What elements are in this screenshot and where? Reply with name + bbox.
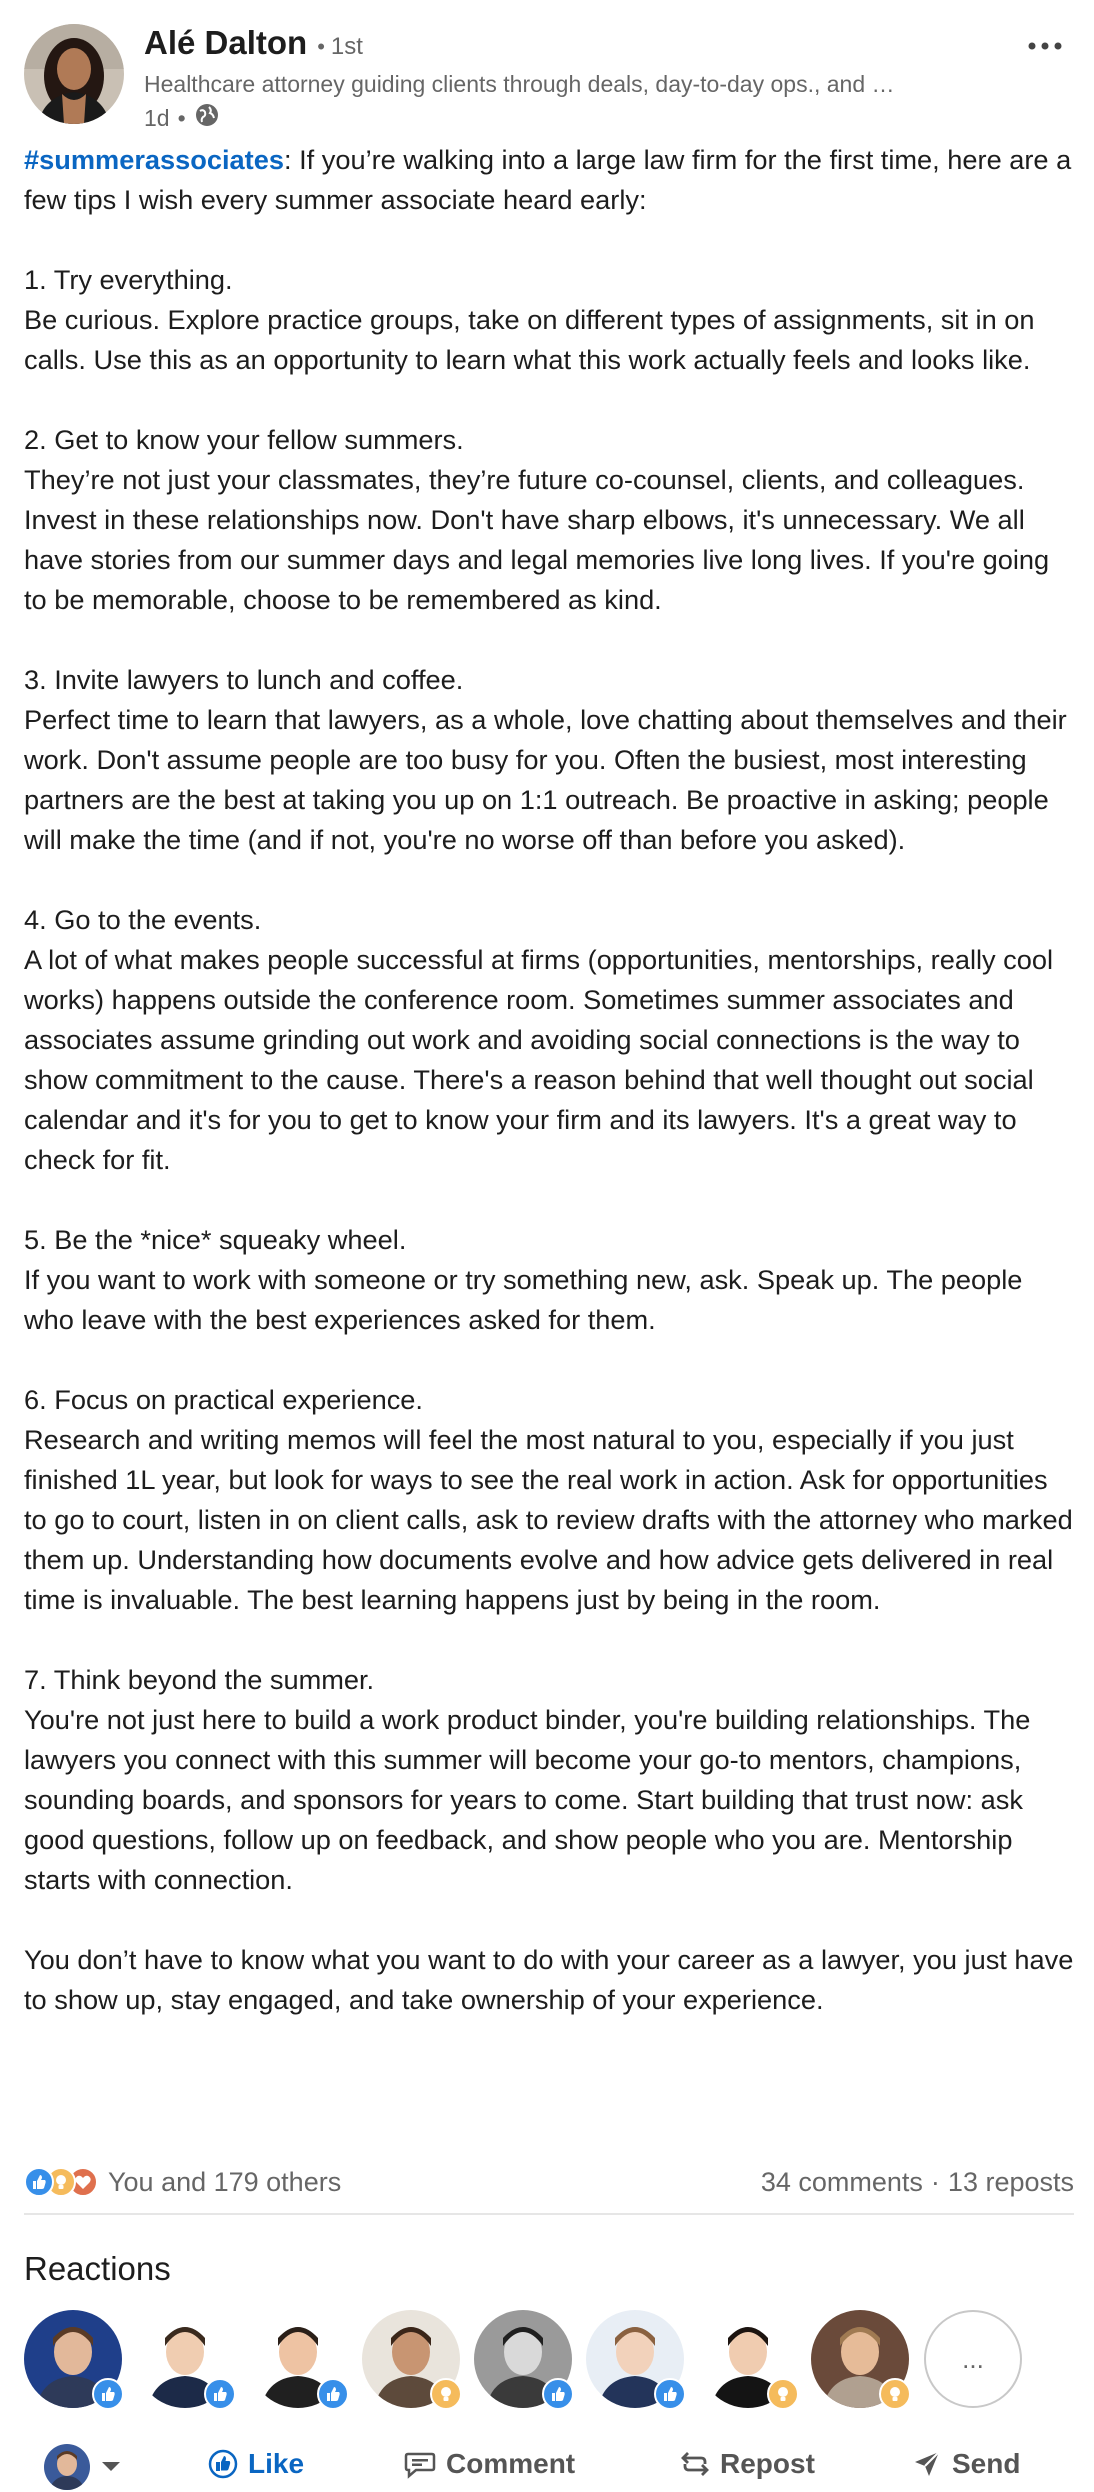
author-avatar[interactable]	[24, 24, 124, 124]
like-reaction-badge-icon	[204, 2378, 236, 2410]
tip-body: Perfect time to learn that lawyers, as a whole, love chatting about themselves and their work. Don't assume people are too busy for you. Often the busiest, most interesting partners are the best at taking you up on 1:1 outreach. Be proactive in asking; people will make the time (and if not, you're no worse off than before you asked).	[24, 704, 1067, 855]
reactors-row	[24, 2310, 1074, 2410]
reactor-avatar[interactable]	[474, 2310, 572, 2408]
author-info	[144, 24, 1004, 134]
tip-title: 1. Try everything.	[24, 264, 233, 295]
like-button[interactable]	[208, 2448, 304, 2480]
reactor-avatar[interactable]	[24, 2310, 122, 2408]
reactions-heading: Reactions	[24, 2250, 171, 2287]
tip-body: A lot of what makes people successful at firms (opportunities, mentorships, really cool works) happens outside the conference room. Sometimes summer associates and associates assume grinding out work and avoiding social connections is the way to show commitment to the cause. There's a reason behind that well thought out social calendar and it's for you to get to know your firm and its lawyers. It's a great way to check for fit.	[24, 944, 1054, 1175]
chevron-down-icon	[100, 2460, 122, 2474]
tip-title: 4. Go to the events.	[24, 904, 262, 935]
send-icon	[912, 2449, 942, 2479]
reaction-type-icons	[24, 2167, 90, 2197]
send-button[interactable]	[912, 2448, 1020, 2480]
reactions-count[interactable]: You and 179 others	[108, 2166, 342, 2197]
like-reaction-badge-icon	[92, 2378, 124, 2410]
actor-switcher[interactable]	[44, 2444, 122, 2490]
tip-body: Research and writing memos will feel the most natural to you, especially if you just finished 1L year, but look for ways to see the real work in action. Ask for opportunities to go to court, listen in on client calls, ask to review drafts with the attorney who marked them up. Understanding how documents evolve and how advice gets delivered in real time is invaluable. The best learning happens just by being in the room.	[24, 1424, 1073, 1615]
like-reaction-badge-icon	[317, 2378, 349, 2410]
author-name[interactable]: Alé Dalton	[144, 24, 308, 61]
post-meta	[144, 102, 1004, 134]
insightful-reaction-badge-icon	[767, 2378, 799, 2410]
tip-title: 2. Get to know your fellow summers.	[24, 424, 464, 455]
tip-title: 6. Focus on practical experience.	[24, 1384, 423, 1415]
intro-text: : If you’re walking into a large law firm for the first time, here are a few tips I wish every summer associate heard early:	[24, 144, 1072, 215]
send-label: Send	[952, 2448, 1021, 2479]
engagement-counts	[761, 2167, 1074, 2198]
reactor-avatar[interactable]	[362, 2310, 460, 2408]
reactor-avatar[interactable]	[699, 2310, 797, 2408]
comment-button[interactable]	[404, 2448, 575, 2480]
tip-body: You're not just here to build a work product binder, you're building relationships. The lawyers you connect with this summer will become your go-to mentors, champions, sounding boards, and sponsors for years to come. Start building that trust now: ask good questions, follow up on feedback, and show people who you are. Mentorship starts with connection.	[24, 1704, 1031, 1895]
reactor-avatar[interactable]	[136, 2310, 234, 2408]
post-header	[24, 24, 1070, 131]
reactor-avatar[interactable]	[249, 2310, 347, 2408]
time-separator: •	[177, 104, 186, 131]
reposts-count[interactable]: 13 reposts	[947, 2166, 1074, 2197]
count-separator: ·	[930, 2166, 940, 2197]
social-counts	[24, 2161, 1074, 2203]
tip-title: 3. Invite lawyers to lunch and coffee.	[24, 664, 464, 695]
like-label: Like	[248, 2448, 305, 2479]
post-time: 1d	[144, 104, 170, 131]
tip-title: 5. Be the *nice* squeaky wheel.	[24, 1224, 407, 1255]
like-reaction-badge-icon	[654, 2378, 686, 2410]
repost-label: Repost	[720, 2448, 815, 2479]
author-headline: Healthcare attorney guiding clients through deals, day-to-day ops., and …	[144, 71, 895, 97]
post-closing: You don’t have to know what you want to do with your career as a lawyer, you just have to show up, stay engaged, and take ownership of your experience.	[24, 1944, 1074, 2015]
tip-body: Be curious. Explore practice groups, take on different types of assignments, sit in on calls. Use this as an opportunity to learn what this work actually feels and looks like.	[24, 304, 1035, 375]
like-reaction-badge-icon	[542, 2378, 574, 2410]
reactor-avatar[interactable]	[586, 2310, 684, 2408]
repost-button[interactable]	[680, 2448, 815, 2480]
like-reaction-icon	[24, 2167, 54, 2197]
reactions-summary[interactable]	[24, 2167, 341, 2198]
post-text	[24, 140, 1074, 2020]
degree-separator: •	[317, 34, 325, 59]
like-icon	[208, 2449, 238, 2479]
more-options-button[interactable]	[1020, 28, 1070, 64]
tip-body: If you want to work with someone or try something new, ask. Speak up. The people who leave with the best experiences asked for them.	[24, 1264, 1023, 1335]
repost-icon	[680, 2449, 710, 2479]
globe-icon	[194, 102, 220, 134]
hashtag-link[interactable]: #summerassociates	[24, 144, 284, 175]
comment-label: Comment	[446, 2448, 576, 2479]
more-icon	[1028, 42, 1062, 50]
comments-count[interactable]: 34 comments	[760, 2166, 923, 2197]
reactor-avatar[interactable]	[811, 2310, 909, 2408]
tip-body: They’re not just your classmates, they’re future co-counsel, clients, and colleagues. Invest in these relationships now. Don't have sharp elbows, it's unnecessary. We all have stories from our summer days and legal memories live long lives. If you're going to be memorable, choose to be remembered as kind.	[24, 464, 1050, 615]
insightful-reaction-badge-icon	[879, 2378, 911, 2410]
action-bar	[0, 2440, 1094, 2492]
insightful-reaction-badge-icon	[430, 2378, 462, 2410]
tip-title: 7. Think beyond the summer.	[24, 1664, 375, 1695]
divider	[24, 2213, 1074, 2215]
more-reactors-button[interactable]: ...	[924, 2310, 1022, 2408]
current-user-avatar	[44, 2444, 90, 2490]
post-intro	[24, 140, 1074, 220]
comment-icon	[404, 2449, 436, 2479]
connection-degree: 1st	[330, 33, 363, 60]
